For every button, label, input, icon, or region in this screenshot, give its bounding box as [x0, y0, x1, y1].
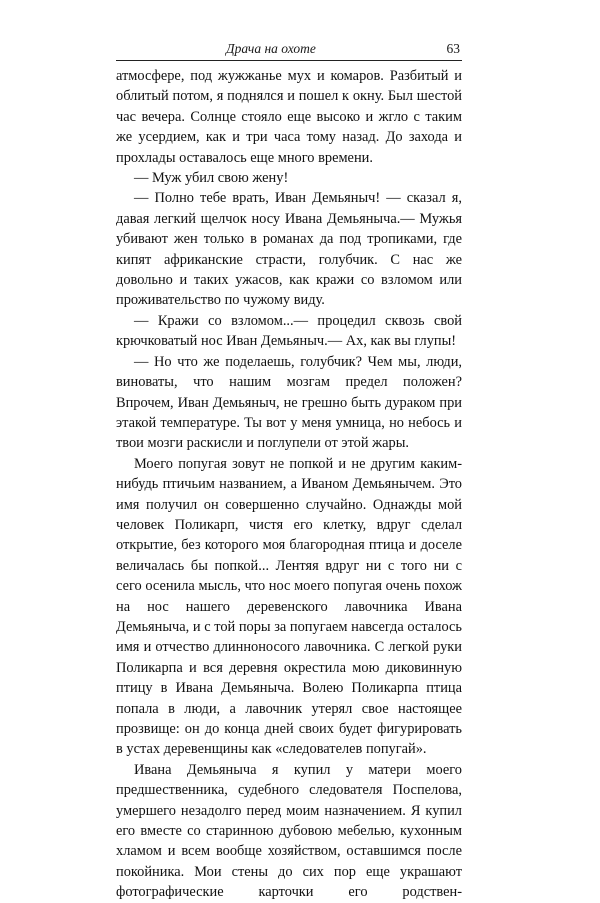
body-text — [116, 66, 462, 903]
paragraph: — Полно тебе врать, Иван Демьяныч! — сказал я, давая легкий щелчок носу Ивана Демьяныча.— Мужья убивают жен только в романах да под тропиками, где кипят африканские страсти, голубчик. С нас же довольно и таких ужасов, как кражи со взломом или проживательство по чужому виду. — [116, 190, 462, 309]
paragraph: — Кражи со взломом...— процедил сквозь свой крючковатый нос Иван Демьяныч.— Ах, как вы глупы! — [116, 312, 462, 350]
paragraph: атмосфере, под жужжанье мух и комаров. Разбитый и облитый потом, я поднялся и пошел к окну. Был шестой час вечера. Солнце стояло еще высоко и жгло с таким же усердием, как и три часа тому назад. До захода и прохлады оставалось еще много времени. — [116, 68, 462, 166]
paragraph: — Муж убил свою жену! — [134, 170, 289, 187]
running-title: Драча на охоте — [226, 41, 316, 56]
page-number: 63 — [446, 41, 460, 56]
paragraph: Ивана Демьяныча я купил у матери моего предшественника, судебного следователя Поспелова, умершего незадолго перед моим назначением. Я купил его вместе со старинною дубовою мебелью, кухонным хламом и всем вообще хозяйством, оставшимся после покойника. Мои стены до сих пор еще украшают фотографические карточки его родствен- — [116, 761, 462, 901]
paragraph: Моего попугая зовут не попкой и не другим каким-нибудь птичьим названием, а Иваном Демьянычем. Это имя получил он совершенно случайно. Однажды мой человек Поликарп, чистя его клетку, вдруг сделал открытие, без которого моя благородная птица и доселе величалась бы попкой... Лентяя вдруг ни с того ни с сего осенила мысль, что нос моего попугая очень похож на нос нашего деревенского лавочника Ивана Демьяныча, и с той поры за попугаем навсегда осталось имя и отчество длинноносого лавочника. С легкой руки Поликарпа и вся деревня окрестила мою диковинную птицу в Ивана Демьяныча. Волею Поликарпа птица попала в люди, а лавочник утерял свое настоящее прозвище: он до конца дней своих будет фигурировать в устах деревенщины как «следователев попугай». — [116, 455, 462, 758]
running-head — [116, 40, 462, 58]
paragraph: — Но что же поделаешь, голубчик? Чем мы, люди, виноваты, что нашим мозгам предел положен? Впрочем, Иван Демьяныч, не грешно быть дураком при этакой температуре. Ты вот у меня умница, но небось и твои мозги раскисли и поглупели от этой жары. — [116, 353, 462, 452]
header-rule — [116, 60, 462, 61]
